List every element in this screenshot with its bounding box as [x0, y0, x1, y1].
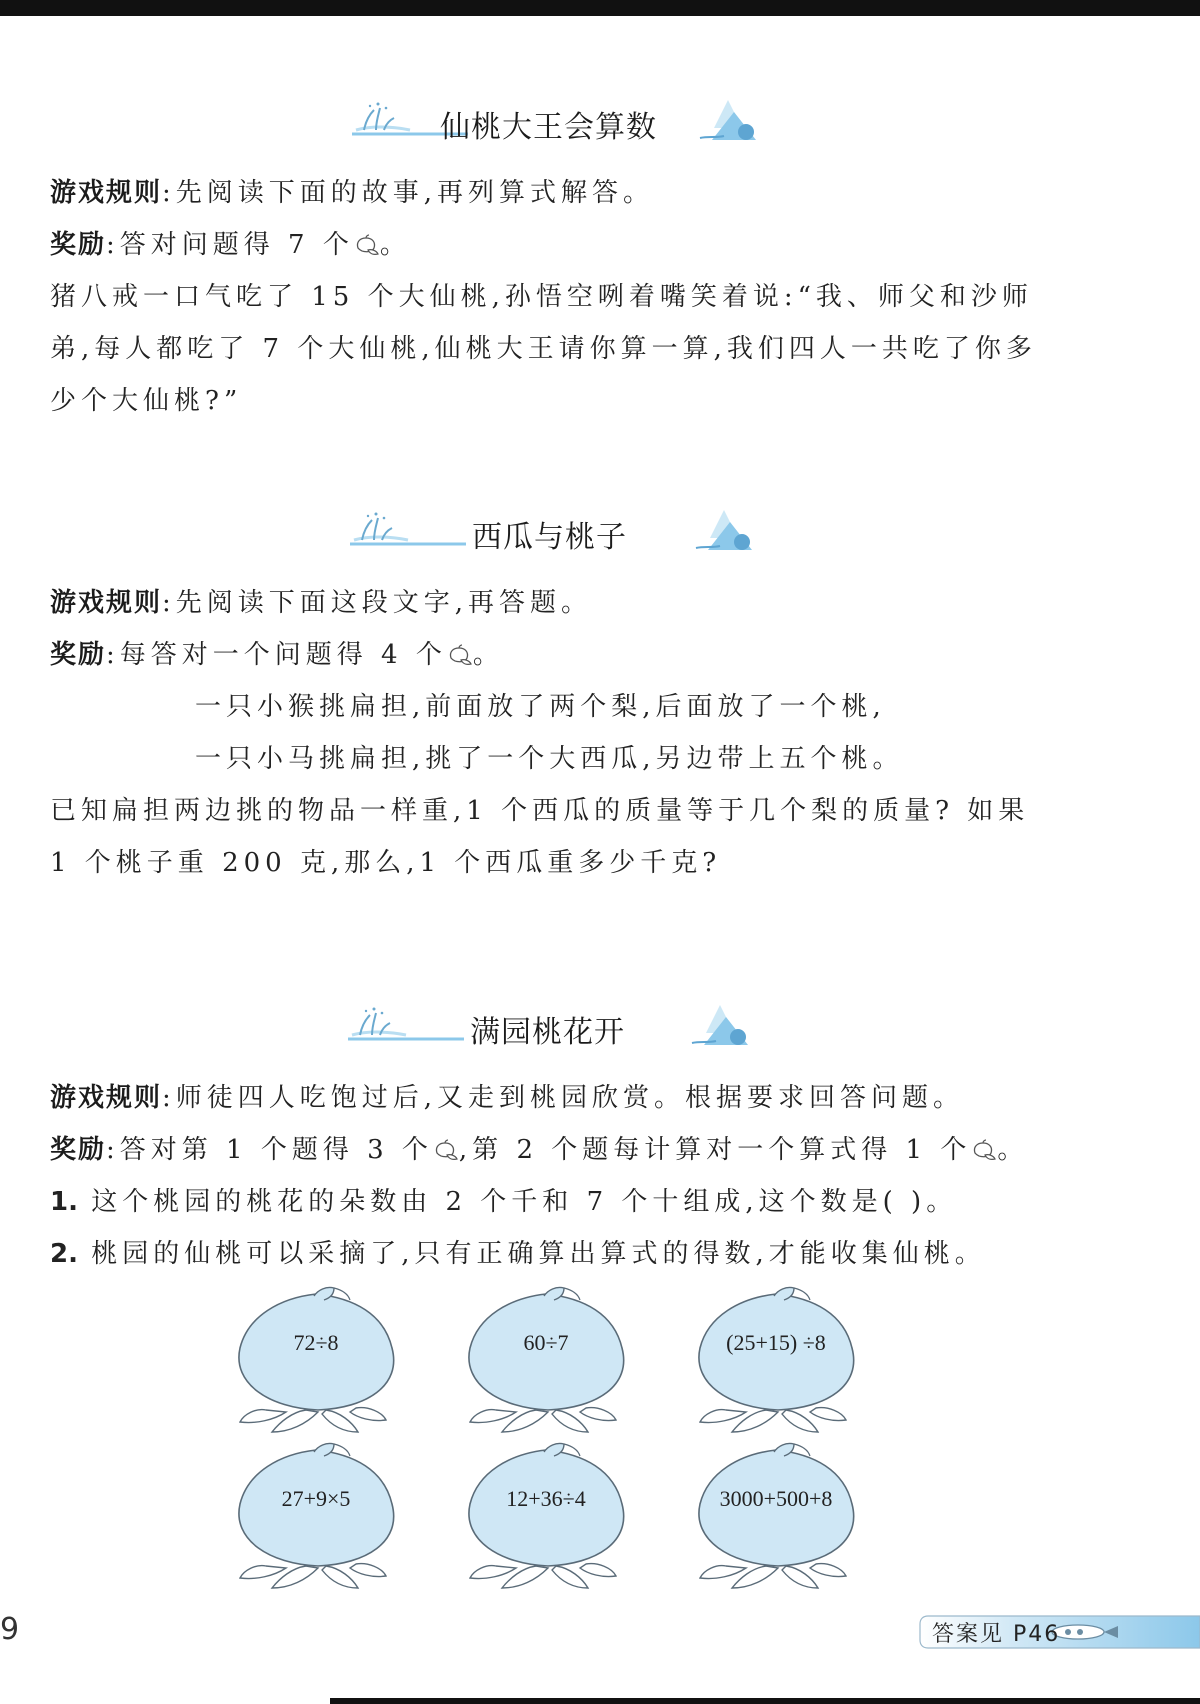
- splash-decoration-icon: [348, 510, 468, 550]
- section-3-title: 满园桃花开: [470, 1015, 625, 1050]
- rule-text: :师徒四人吃饱过后,又走到桃园欣赏。根据要求回答问题。: [162, 1083, 965, 1113]
- scan-bottom-edge: [330, 1698, 1200, 1704]
- peach-icon: [971, 1139, 997, 1161]
- mountain-decoration-icon: [698, 98, 768, 142]
- section-2-rule: [50, 582, 592, 619]
- splash-decoration-icon: [346, 1005, 466, 1045]
- page-number: 9: [0, 1612, 20, 1647]
- section-1-reward: [50, 224, 411, 261]
- peach-expression: 27+9×5: [281, 1486, 351, 1511]
- peach-expression: 12+36÷4: [506, 1486, 586, 1511]
- reward-text-2: ,第 2 个题每计算对一个算式得 1 个: [458, 1135, 972, 1165]
- peach-icon: [447, 644, 473, 666]
- question-2: [50, 1233, 986, 1270]
- rule-text: :先阅读下面的故事,再列算式解答。: [162, 178, 655, 208]
- section-2-title: 西瓜与桃子: [472, 520, 627, 555]
- story-line-3: 少个大仙桃?”: [50, 386, 243, 416]
- peach-icon: [686, 1438, 876, 1593]
- peach-icon: [354, 234, 380, 256]
- peach-expression: 3000+500+8: [719, 1486, 833, 1511]
- question-line-2: 1 个桃子重 200 克,那么,1 个西瓜重多少千克?: [50, 848, 722, 878]
- rule-label: 游戏规则: [50, 1083, 163, 1113]
- question-1-text: 这个桃园的桃花的朵数由 2 个千和 7 个十组成,这个数是( )。: [77, 1187, 958, 1217]
- section-3-header: [0, 995, 1200, 1055]
- reward-label: 奖励: [50, 1135, 107, 1165]
- peach-card: [456, 1438, 646, 1593]
- reward-text-1: :答对第 1 个题得 3 个: [106, 1135, 433, 1165]
- peach-card: [456, 1282, 646, 1437]
- reward-label: 奖励: [50, 230, 107, 260]
- section-1-rule: [50, 172, 654, 209]
- section-3-reward: [50, 1129, 1028, 1166]
- answer-reference-text: 答案见 P46: [932, 1622, 1061, 1647]
- peach-card: [226, 1282, 416, 1437]
- peach-card: [686, 1438, 876, 1593]
- peach-card: [226, 1438, 416, 1593]
- section-1-header: [0, 90, 1200, 150]
- story-line-1: 猪八戒一口气吃了 15 个大仙桃,孙悟空咧着嘴笑着说:“我、师父和沙师: [50, 282, 1033, 312]
- question-2-text: 桃园的仙桃可以采摘了,只有正确算出算式的得数,才能收集仙桃。: [77, 1239, 986, 1269]
- question-1-number: 1.: [50, 1187, 78, 1217]
- peach-icon: [433, 1139, 459, 1161]
- peach-icon: [456, 1438, 646, 1593]
- peach-icon: [226, 1438, 416, 1593]
- question-2-number: 2.: [50, 1239, 78, 1269]
- mountain-decoration-icon: [694, 508, 764, 552]
- peach-card: [686, 1282, 876, 1437]
- peach-icon: [226, 1282, 416, 1437]
- story-line-2: 弟,每人都吃了 7 个大仙桃,仙桃大王请你算一算,我们四人一共吃了你多: [50, 334, 1037, 364]
- reward-text-end: 。: [472, 640, 504, 670]
- poem-line-2: 一只小马挑扁担,挑了一个大西瓜,另边带上五个桃。: [195, 744, 904, 774]
- answer-reference-tab: [918, 1614, 1200, 1650]
- section-3-rule: [50, 1077, 964, 1114]
- reward-text-3: 。: [997, 1135, 1029, 1165]
- question-1: [50, 1181, 957, 1218]
- rule-label: 游戏规则: [50, 588, 163, 618]
- rule-text: :先阅读下面这段文字,再答题。: [162, 588, 593, 618]
- rule-label: 游戏规则: [50, 178, 163, 208]
- reward-text-end: 。: [379, 230, 411, 260]
- peach-icon: [686, 1282, 876, 1437]
- peach-expression: (25+15) ÷8: [726, 1330, 826, 1355]
- peach-expression: 72÷8: [293, 1330, 339, 1355]
- section-2-header: [0, 500, 1200, 560]
- section-2-reward: [50, 634, 504, 671]
- reward-text: :答对问题得 7 个: [106, 230, 354, 260]
- reward-label: 奖励: [50, 640, 107, 670]
- scan-top-edge: [0, 0, 1200, 16]
- peach-expression: 60÷7: [523, 1330, 569, 1355]
- peach-icon: [456, 1282, 646, 1437]
- poem-line-1: 一只小猴挑扁担,前面放了两个梨,后面放了一个桃,: [195, 692, 886, 722]
- section-1-title: 仙桃大王会算数: [440, 110, 657, 145]
- mountain-decoration-icon: [690, 1003, 760, 1047]
- reward-text: :每答对一个问题得 4 个: [106, 640, 447, 670]
- question-line-1: 已知扁担两边挑的物品一样重,1 个西瓜的质量等于几个梨的质量? 如果: [50, 796, 1030, 826]
